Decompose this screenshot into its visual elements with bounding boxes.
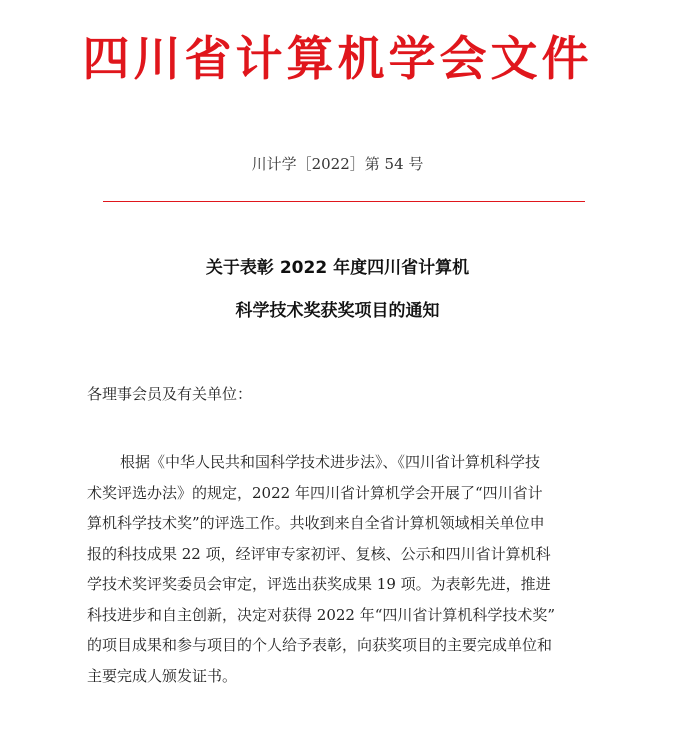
- salutation: 各理事会员及有关单位：: [87, 385, 253, 403]
- body-line: 的项目成果和参与项目的个人给予表彰，向获奖项目的主要完成单位和: [87, 636, 553, 654]
- red-divider-line: [103, 201, 585, 202]
- body-line: 学技术奖评奖委员会审定，评选出获奖成果 19 项。为表彰先进，推进: [87, 575, 551, 593]
- notice-title-line-2: 科学技术奖获奖项目的通知: [235, 301, 440, 321]
- body-line: 根据《中华人民共和国科学技术进步法》、《四川省计算机科学技: [120, 453, 541, 471]
- document-number: 川计学［2022］第 54 号: [251, 155, 424, 173]
- body-paragraph: [87, 451, 607, 695]
- document-header-title: 四川省计算机学会文件: [82, 32, 593, 87]
- body-line: 术奖评选办法》的规定，2022 年四川省计算机学会开展了“四川省计: [87, 483, 543, 502]
- body-line: 科技进步和自主创新，决定对获得 2022 年“四川省计算机科学技术奖”: [87, 605, 556, 624]
- notice-title-line-1: 关于表彰 2022 年度四川省计算机: [205, 258, 470, 278]
- body-line: 算机科学技术奖”的评选工作。共收到来自全省计算机领域相关单位申: [87, 514, 545, 532]
- body-line: 报的科技成果 22 项，经评审专家初评、复核、公示和四川省计算机科: [87, 544, 551, 563]
- body-line: 主要完成人颁发证书。: [87, 666, 238, 685]
